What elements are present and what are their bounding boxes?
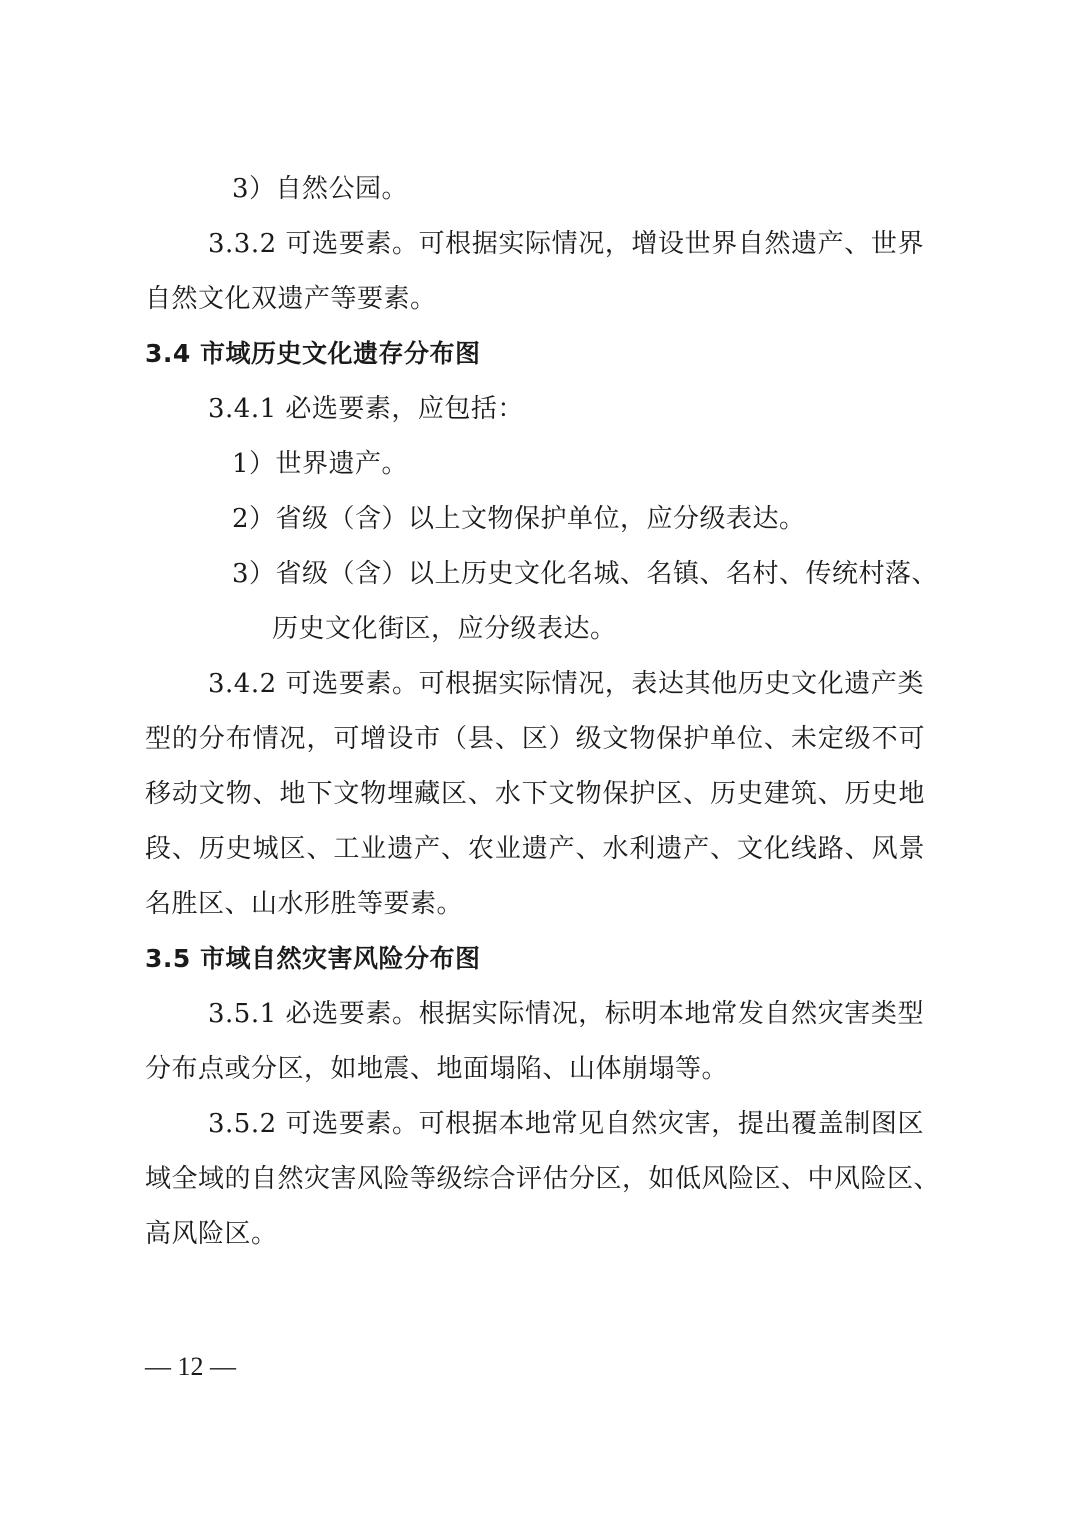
paragraph-3-3-2-line-1: 3.3.2 可选要素。可根据实际情况，增设世界自然遗产、世界 [208, 229, 924, 259]
paragraph-3-4-1: 3.4.1 必选要素，应包括： [208, 394, 524, 424]
list-item-world-heritage: 1）世界遗产。 [232, 449, 409, 479]
paragraph-3-4-2-line-2: 型的分布情况，可增设市（县、区）级文物保护单位、未定级不可 [145, 724, 925, 754]
paragraph-3-4-2-line-1: 3.4.2 可选要素。可根据实际情况，表达其他历史文化遗产类 [208, 669, 924, 699]
list-item-historic-cities-line-2: 历史文化街区，应分级表达。 [272, 614, 617, 644]
paragraph-3-5-1-line-1: 3.5.1 必选要素。根据实际情况，标明本地常发自然灾害类型 [208, 999, 924, 1029]
list-item-natural-park: 3）自然公园。 [232, 174, 409, 204]
page-number: — 12 — [145, 1352, 236, 1381]
paragraph-3-4-2-line-5: 名胜区、山水形胜等要素。 [145, 889, 464, 919]
paragraph-3-5-1-line-2: 分布点或分区，如地震、地面塌陷、山体崩塌等。 [145, 1054, 729, 1084]
section-heading-3-5: 3.5 市域自然灾害风险分布图 [145, 944, 481, 973]
paragraph-3-3-2-line-2: 自然文化双遗产等要素。 [145, 284, 437, 314]
section-heading-3-4: 3.4 市域历史文化遗存分布图 [145, 339, 481, 368]
paragraph-3-5-2-line-1: 3.5.2 可选要素。可根据本地常见自然灾害，提出覆盖制图区 [208, 1109, 924, 1139]
paragraph-3-5-2-line-3: 高风险区。 [145, 1219, 278, 1249]
paragraph-3-4-2-line-3: 移动文物、地下文物埋藏区、水下文物保护区、历史建筑、历史地 [145, 779, 925, 809]
list-item-historic-cities-line-1: 3）省级（含）以上历史文化名城、名镇、名村、传统村落、 [232, 559, 939, 589]
paragraph-3-4-2-line-4: 段、历史城区、工业遗产、农业遗产、水利遗产、文化线路、风景 [145, 834, 925, 864]
list-item-protected-units: 2）省级（含）以上文物保护单位，应分级表达。 [232, 504, 806, 534]
paragraph-3-5-2-line-2: 域全域的自然灾害风险等级综合评估分区，如低风险区、中风险区、 [145, 1164, 941, 1194]
